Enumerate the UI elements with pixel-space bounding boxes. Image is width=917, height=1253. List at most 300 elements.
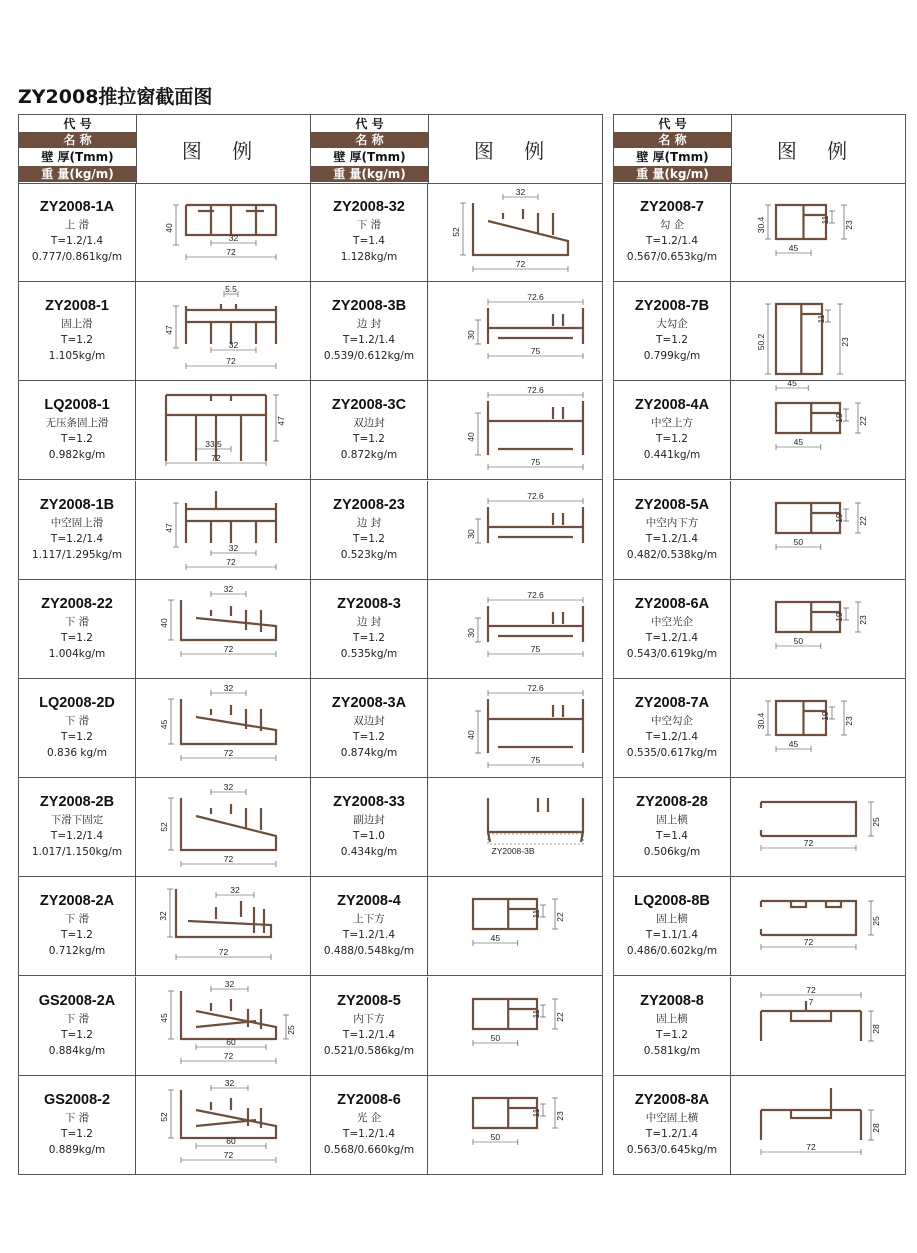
profile-shape	[488, 798, 583, 842]
profile-thickness: T=1.2/1.4	[645, 1127, 699, 1140]
dim-width: 72	[223, 1149, 234, 1160]
profile-thickness: T=1.1/1.4	[645, 929, 699, 942]
profile-name: 下滑下固定	[50, 814, 104, 827]
profile-thickness: T=1.0	[353, 830, 385, 843]
dim-track: 32	[515, 187, 526, 197]
profile-shape	[186, 205, 276, 235]
profile-name: 中空固上横	[645, 1111, 699, 1124]
profile-shape	[761, 1088, 861, 1140]
dim-width: 45	[788, 243, 799, 253]
dim-height: 40	[159, 618, 169, 628]
profile-thickness: T=1.2	[61, 334, 93, 347]
profile-thickness: T=1.2	[61, 1028, 93, 1041]
table-row	[311, 1076, 602, 1175]
dim-width: 50	[793, 635, 804, 646]
profile-name: 大勾企	[656, 318, 688, 331]
profile-figure	[136, 183, 310, 281]
profile-figure	[428, 778, 602, 876]
profile-name: 副边封	[353, 814, 385, 827]
profile-thickness: T=1.2/1.4	[342, 1028, 396, 1041]
profile-thickness: T=1.2/1.4	[645, 532, 699, 545]
profile-code: ZY2008-22	[41, 595, 113, 612]
profile-thickness: T=1.2/1.4	[645, 631, 699, 644]
dim-outer-width: 72.6	[527, 292, 544, 303]
profile-shape	[776, 503, 840, 533]
dim-outer-width: 72.6	[527, 683, 544, 693]
profile-thickness: T=1.2	[353, 731, 385, 743]
table-row	[614, 679, 905, 778]
profile-thickness: T=1.2	[656, 433, 688, 446]
profile-weight: 1.117/1.295kg/m	[31, 548, 123, 561]
dim-width: 72	[806, 1141, 816, 1152]
profile-diagram	[136, 778, 310, 876]
dim-outer: 23	[555, 1111, 565, 1121]
dim-ref-label: ZY2008-3B	[491, 846, 535, 857]
table-row	[19, 977, 310, 1076]
header-thickness-label: 壁 厚(Tmm)	[614, 149, 731, 165]
profile-weight: 0.539/0.612kg/m	[323, 350, 415, 363]
profile-weight: 0.543/0.619kg/m	[626, 647, 718, 660]
table-header	[19, 115, 310, 184]
profile-figure	[428, 481, 602, 579]
profile-table-2	[310, 114, 603, 1175]
header-figure-label: 图 例	[473, 138, 557, 163]
dim-height: 28	[871, 1123, 881, 1133]
profile-info	[614, 679, 731, 777]
table-row	[19, 778, 310, 877]
profile-name: 双边封	[353, 417, 385, 430]
profile-name: 无压条固上滑	[45, 417, 109, 430]
profile-figure	[136, 1076, 310, 1175]
dim-width: 45	[788, 739, 799, 749]
table-row	[614, 580, 905, 679]
profile-weight: 0.521/0.586kg/m	[323, 1044, 415, 1057]
profile-info	[19, 481, 136, 579]
profile-code: ZY2008-2B	[39, 794, 115, 811]
profile-weight: 0.563/0.645kg/m	[626, 1143, 718, 1156]
profile-shape	[776, 205, 826, 239]
dim-inner: 11	[531, 1009, 541, 1019]
profile-name: 固上横	[656, 913, 688, 926]
dim-inner-width: 32	[228, 542, 239, 553]
dim-mid: 60	[226, 1036, 236, 1047]
profile-weight: 0.712kg/m	[48, 945, 106, 958]
profile-name: 下 滑	[64, 615, 90, 628]
table-row	[614, 381, 905, 480]
profile-code: ZY2008-1A	[39, 199, 115, 215]
profile-info	[311, 877, 428, 975]
dim-inner: 11	[816, 314, 826, 324]
profile-weight: 0.506kg/m	[643, 846, 701, 859]
dim-outer: 23	[844, 220, 854, 230]
profile-name: 中空勾企	[651, 715, 693, 727]
dim-width: 50	[793, 536, 804, 547]
profile-diagram	[428, 282, 602, 380]
profile-diagram	[731, 481, 905, 579]
table-row	[614, 778, 905, 877]
profile-code: ZY2008-3B	[331, 298, 407, 315]
profile-weight: 0.872kg/m	[340, 449, 398, 462]
table-row	[614, 282, 905, 389]
profile-thickness: T=1.4	[656, 830, 688, 843]
dim-inner: 19	[834, 512, 844, 523]
header-code-label: 代 号	[19, 116, 136, 132]
header-figure-label: 图 例	[776, 138, 860, 163]
table-header	[614, 115, 905, 184]
dim-outer: 23	[844, 716, 854, 726]
profile-shape	[181, 798, 276, 850]
header-thickness-label: 壁 厚(Tmm)	[311, 149, 428, 165]
profile-name: 边 封	[356, 318, 382, 331]
profile-info	[19, 183, 136, 281]
dim-width: 72	[226, 556, 236, 567]
profile-name: 上下方	[353, 913, 385, 926]
profile-thickness: T=1.2/1.4	[342, 1127, 396, 1140]
dim-inner: 11	[820, 215, 830, 225]
profile-shape	[488, 401, 583, 455]
profile-weight: 1.004kg/m	[48, 647, 106, 660]
dim-width: 75	[530, 755, 541, 765]
profile-name: 下 滑	[64, 1012, 90, 1025]
profile-name: 光 企	[356, 1111, 382, 1124]
profile-info	[614, 282, 731, 380]
profile-name: 中空内下方	[645, 516, 699, 529]
profile-shape	[488, 507, 583, 543]
page-title: ZY2008推拉窗截面图	[18, 86, 213, 108]
profile-figure	[731, 977, 905, 1075]
dim-width: 72	[226, 247, 236, 257]
dim-inner-width: 33.5	[205, 439, 222, 450]
dim-outer: 22	[858, 515, 868, 526]
profile-weight: 0.535/0.617kg/m	[626, 747, 718, 759]
profile-info	[19, 778, 136, 876]
profile-info	[614, 1076, 731, 1175]
profile-thickness: T=1.2	[656, 1028, 688, 1041]
dim-height: 45	[159, 1012, 169, 1023]
profile-diagram	[428, 679, 602, 777]
profile-figure	[731, 381, 905, 479]
profile-diagram	[731, 877, 905, 975]
profile-name: 中空固上滑	[50, 516, 104, 529]
table-header	[311, 115, 602, 184]
dim-height: 47	[164, 522, 174, 533]
profile-shape	[761, 802, 856, 836]
profile-info	[614, 481, 731, 579]
profile-shape	[473, 999, 537, 1029]
profile-name: 中空上方	[651, 417, 693, 430]
dim-track: 32	[224, 978, 235, 989]
profile-code: GS2008-2	[43, 1091, 111, 1108]
profile-info	[311, 977, 428, 1075]
profile-figure	[136, 778, 310, 876]
profile-info	[311, 580, 428, 678]
profile-figure	[731, 877, 905, 975]
dim-width: 72	[218, 947, 229, 958]
profile-diagram	[731, 183, 905, 281]
profile-figure	[136, 282, 310, 380]
profile-figure	[136, 679, 310, 777]
profile-code: LQ2008-8B	[634, 893, 710, 910]
profile-code: ZY2008-32	[333, 199, 405, 215]
profile-diagram	[731, 778, 905, 876]
profile-shape	[761, 1001, 861, 1041]
dim-height: 47	[164, 325, 174, 335]
profile-figure	[136, 481, 310, 579]
dim-outer: 23	[840, 337, 850, 347]
dim-height: 40	[466, 730, 476, 740]
profile-weight: 0.884kg/m	[48, 1044, 106, 1057]
profile-info	[19, 977, 136, 1075]
profile-thickness: T=1.2	[353, 532, 385, 545]
profile-diagram	[136, 679, 310, 777]
profile-figure	[428, 679, 602, 777]
dim-inner: 11	[531, 909, 541, 919]
dim-width: 75	[530, 643, 541, 654]
profile-thickness: T=1.2	[61, 1127, 93, 1140]
profile-diagram	[136, 183, 310, 281]
profile-info	[311, 381, 428, 479]
dim-track: 32	[224, 1077, 235, 1088]
dim-width: 72	[223, 854, 234, 865]
dim-height: 52	[159, 1112, 169, 1122]
table-row	[19, 183, 310, 282]
table-row	[311, 580, 602, 679]
dim-width: 50	[490, 1032, 501, 1043]
profile-figure	[136, 977, 310, 1075]
profile-code: ZY2008-5A	[634, 496, 710, 513]
profile-diagram	[136, 877, 310, 975]
dim-height: 52	[159, 822, 169, 832]
profile-thickness: T=1.4	[353, 235, 385, 247]
header-weight-label: 重 量(kg/m)	[614, 166, 731, 182]
profile-code: ZY2008-3C	[331, 397, 407, 414]
profile-figure	[428, 877, 602, 975]
profile-weight: 0.535kg/m	[340, 647, 398, 660]
profile-code: GS2008-2A	[38, 992, 116, 1009]
header-thickness-label: 壁 厚(Tmm)	[19, 149, 136, 165]
dim-width: 45	[793, 437, 804, 448]
profile-shape	[166, 395, 266, 464]
dim-width: 72	[803, 838, 814, 849]
table-row	[19, 679, 310, 778]
header-name-label: 名 称	[614, 132, 731, 148]
profile-weight: 0.836 kg/m	[47, 747, 107, 759]
profile-thickness: T=1.2	[61, 929, 93, 942]
profile-code: ZY2008-5	[337, 992, 401, 1009]
profile-figure	[428, 282, 602, 380]
profile-thickness: T=1.2	[61, 731, 93, 743]
dim-height: 30.4	[756, 216, 766, 234]
profile-diagram	[428, 580, 602, 678]
profile-shape	[776, 602, 840, 632]
profile-weight: 0.567/0.653kg/m	[626, 251, 718, 263]
dim-height: 30	[466, 330, 476, 340]
dim-height: 40	[164, 223, 174, 233]
profile-weight: 0.982kg/m	[48, 449, 106, 462]
profile-name: 边 封	[356, 615, 382, 628]
profile-weight: 0.434kg/m	[340, 846, 398, 859]
profile-code: ZY2008-33	[333, 794, 405, 811]
profile-code: ZY2008-2A	[39, 893, 115, 910]
profile-diagram	[136, 381, 310, 479]
profile-name: 固上滑	[61, 318, 93, 331]
dim-width: 72	[515, 259, 526, 269]
dim-width: 75	[530, 457, 541, 468]
profile-thickness: T=1.2/1.4	[342, 929, 396, 942]
profile-shape	[761, 901, 856, 935]
table-row	[311, 679, 602, 778]
header-name-label: 名 称	[19, 132, 136, 148]
dim-outer: 23	[858, 615, 868, 625]
profile-thickness: T=1.2/1.4	[645, 235, 699, 247]
profile-shape	[488, 606, 583, 642]
profile-weight: 0.482/0.538kg/m	[626, 548, 718, 561]
table-row	[19, 381, 310, 480]
profile-info	[614, 877, 731, 975]
profile-info	[19, 1076, 136, 1175]
table-row	[614, 183, 905, 282]
profile-code: ZY2008-23	[333, 496, 405, 513]
profile-weight: 0.486/0.602kg/m	[626, 945, 718, 958]
dim-height: 47	[276, 416, 286, 427]
dim-inner: 19	[834, 612, 844, 622]
table-row	[311, 977, 602, 1076]
dim-height: 45	[159, 719, 169, 730]
profile-shape	[181, 600, 276, 640]
dim-gap: 7	[808, 996, 814, 1007]
dim-inner-width: 32	[228, 340, 239, 351]
profile-weight: 0.889kg/m	[48, 1143, 106, 1156]
profile-info	[614, 183, 731, 281]
dim-outer: 22	[858, 416, 868, 427]
profile-diagram	[428, 183, 602, 281]
profile-code: ZY2008-28	[636, 794, 708, 811]
dim-height: 50.2	[756, 333, 766, 351]
profile-info	[311, 282, 428, 380]
profile-code: ZY2008-4A	[634, 397, 710, 414]
table-row	[311, 778, 602, 877]
profile-diagram	[428, 977, 602, 1075]
header-name-label: 名 称	[311, 132, 428, 148]
profile-name: 内下方	[353, 1012, 385, 1025]
header-labels	[19, 115, 137, 183]
profile-figure	[731, 580, 905, 678]
profile-weight: 0.523kg/m	[340, 548, 398, 561]
profile-shape	[473, 1098, 537, 1128]
profile-weight: 1.017/1.150kg/m	[31, 846, 123, 859]
profile-thickness: T=1.2	[656, 334, 688, 347]
profile-weight: 0.581kg/m	[643, 1044, 701, 1057]
profile-weight: 0.488/0.548kg/m	[323, 945, 415, 958]
profile-code: ZY2008-7B	[634, 298, 710, 315]
profile-diagram	[731, 381, 905, 479]
profile-weight: 1.105kg/m	[48, 350, 106, 363]
profile-shape	[186, 304, 276, 344]
profile-diagram	[731, 282, 905, 389]
profile-code: ZY2008-6A	[634, 595, 710, 612]
profile-code: ZY2008-1B	[39, 496, 115, 513]
profile-code: ZY2008-3	[337, 595, 401, 612]
profile-shape	[488, 699, 583, 753]
profile-name: 勾 企	[659, 219, 685, 231]
profile-diagram	[428, 481, 602, 579]
dim-inner: 19	[820, 711, 830, 721]
dim-height: 40	[466, 432, 476, 443]
profile-diagram	[136, 580, 310, 678]
header-labels	[614, 115, 732, 183]
dim-width: 50	[490, 1131, 501, 1142]
profile-shape	[181, 699, 276, 744]
profile-info	[19, 580, 136, 678]
profile-figure	[731, 282, 905, 389]
dim-outer-width: 72.6	[527, 385, 544, 396]
profile-table-1	[18, 114, 311, 1175]
profile-thickness: T=1.2/1.4	[645, 731, 699, 743]
profile-name: 双边封	[353, 715, 385, 727]
profile-name: 下 滑	[356, 219, 382, 231]
profile-figure	[428, 1076, 602, 1175]
profile-thickness: T=1.2	[353, 433, 385, 446]
profile-name: 中空光企	[651, 615, 693, 628]
profile-figure	[136, 580, 310, 678]
profile-shape	[776, 304, 822, 374]
profile-weight: 0.777/0.861kg/m	[31, 251, 123, 263]
profile-shape	[176, 889, 271, 937]
profile-figure	[731, 778, 905, 876]
dim-width: 72	[223, 1050, 234, 1061]
profile-info	[311, 778, 428, 876]
dim-outer-width: 72.6	[527, 490, 544, 501]
profile-diagram	[428, 381, 602, 479]
table-row	[311, 282, 602, 381]
header-code-label: 代 号	[614, 116, 731, 132]
table-row	[19, 282, 310, 381]
header-code-label: 代 号	[311, 116, 428, 132]
dim-outer: 22	[555, 1011, 565, 1022]
profile-diagram	[428, 778, 602, 876]
dim-track: 32	[223, 583, 234, 594]
dim-height: 30	[466, 628, 476, 638]
dim-width: 45	[490, 933, 501, 944]
profile-thickness: T=1.2/1.4	[50, 830, 104, 843]
profile-figure	[428, 381, 602, 479]
profile-weight: 0.568/0.660kg/m	[323, 1143, 415, 1156]
profile-code: ZY2008-4	[337, 893, 401, 910]
profile-figure	[428, 183, 602, 281]
profile-code: ZY2008-1	[45, 298, 109, 315]
profile-shape	[473, 899, 537, 929]
profile-info	[614, 580, 731, 678]
dim-track: 32	[223, 782, 234, 793]
profile-figure	[136, 877, 310, 975]
header-weight-label: 重 量(kg/m)	[311, 166, 428, 182]
table-row	[19, 481, 310, 580]
dim-slot: 5.5	[225, 284, 237, 295]
dim-width: 72	[223, 748, 234, 758]
profile-weight: 0.874kg/m	[340, 747, 398, 759]
profile-diagram	[136, 481, 310, 579]
profile-weight: 0.799kg/m	[643, 350, 701, 363]
profile-code: LQ2008-1	[44, 397, 110, 414]
profile-diagram	[731, 679, 905, 777]
dim-width: 72	[223, 643, 234, 654]
profile-weight: 1.128kg/m	[340, 251, 398, 263]
profile-figure	[731, 481, 905, 579]
dim-width: 72	[226, 356, 236, 367]
header-weight-label: 重 量(kg/m)	[19, 166, 136, 182]
profile-diagram	[136, 282, 310, 380]
profile-figure	[731, 1076, 905, 1175]
